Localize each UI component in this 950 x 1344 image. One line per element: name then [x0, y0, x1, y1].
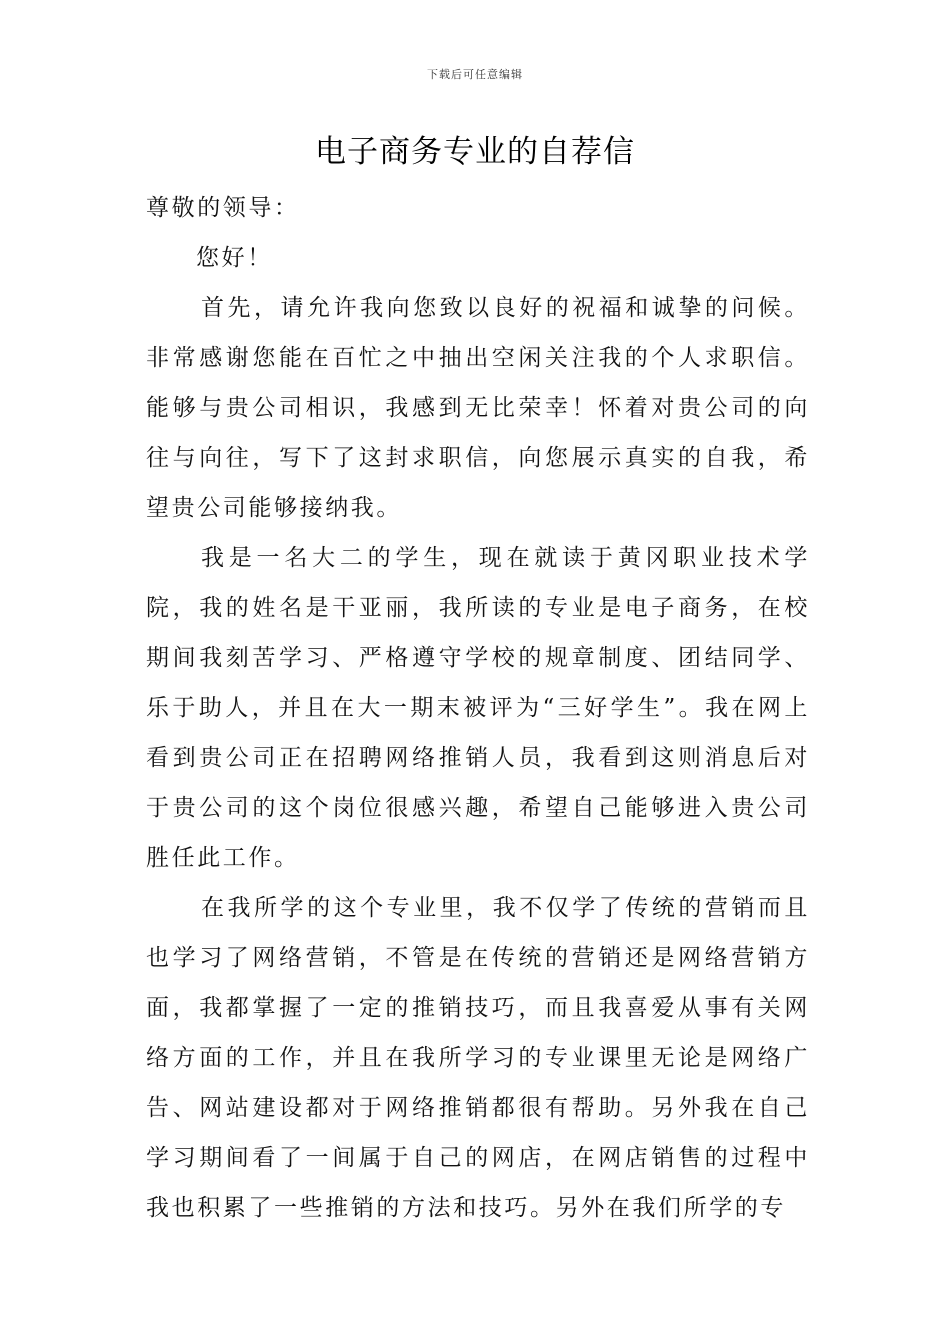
greeting: 您好！ [196, 245, 273, 271]
header-note: 下载后可任意编辑 [427, 68, 523, 81]
paragraph-2: 我是一名大二的学生，现在就读于黄冈职业技术学院，我的姓名是干亚丽，我所读的专业是电子商务，在校期间我刻苦学习、严格遵守学校的规章制度、团结同学、乐于助人，并且在大一期末被评为“三好学生”。我在网上看到贵公司正在招聘网络推销人员，我看到这则消息后对于贵公司的这个岗位很感兴趣，希望自己能够进入贵公司胜任此工作。 [146, 545, 810, 871]
document-title: 电子商务专业的自荐信 [315, 134, 635, 170]
letter-body [146, 183, 810, 1233]
paragraph-1: 首先，请允许我向您致以良好的祝福和诚挚的问候。非常感谢您能在百忙之中抽出空闲关注我的个人求职信。能够与贵公司相识，我感到无比荣幸！怀着对贵公司的向往与向往，写下了这封求职信，向您展示真实的自我，希望贵公司能够接纳我。 [146, 295, 810, 521]
salutation: 尊敬的领导： [146, 195, 300, 221]
paragraph-3: 在我所学的这个专业里，我不仅学了传统的营销而且也学习了网络营销，不管是在传统的营销还是网络营销方面，我都掌握了一定的推销技巧，而且我喜爱从事有关网络方面的工作，并且在我所学习的专业课里无论是网络广告、网站建设都对于网络推销都很有帮助。另外我在自己学习期间看了一间属于自己的网店，在网店销售的过程中我也积累了一些推销的方法和技巧。另外在我们所学的专 [146, 895, 810, 1221]
